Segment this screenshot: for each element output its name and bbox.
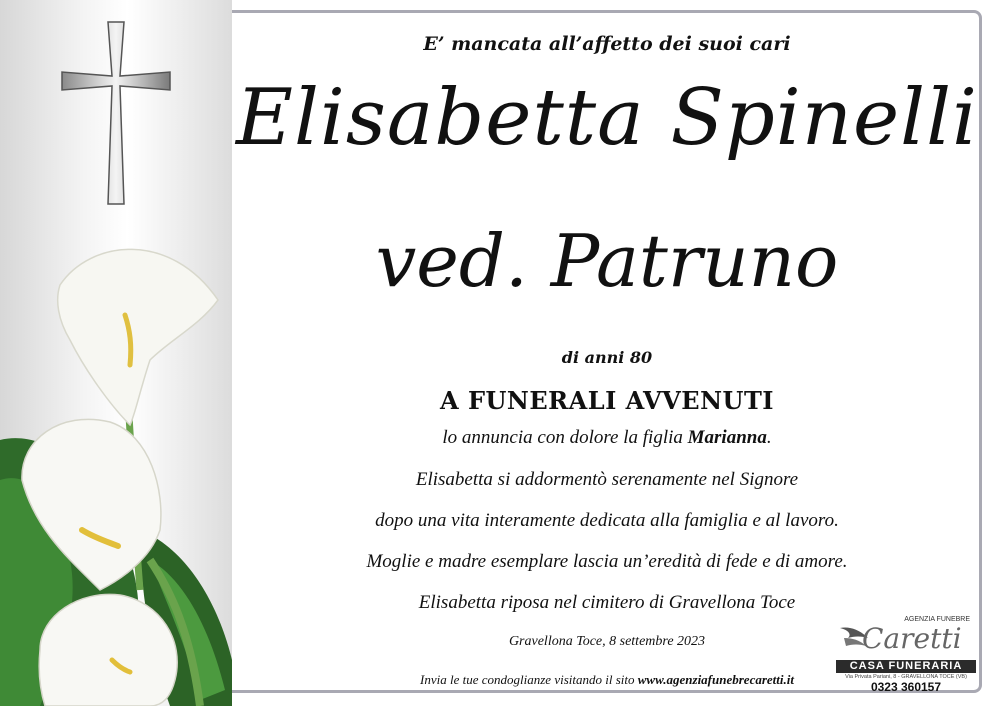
agency-phone: 0323 360157 bbox=[870, 680, 942, 694]
deceased-age: di anni 80 bbox=[561, 348, 653, 367]
notice-date: Gravellona Toce, 8 settembre 2023 bbox=[508, 634, 706, 649]
notice-line-4: Moglie e madre esemplare lascia un’eredità di fede e di amore. bbox=[366, 551, 848, 572]
agency-brand: Caretti bbox=[862, 622, 962, 655]
agency-website-link[interactable]: www.agenziafunebrecaretti.it bbox=[637, 672, 794, 687]
agency-address: Via Privata Pariani, 8 - GRAVELLONA TOCE (VB) bbox=[845, 674, 967, 680]
announcement-suffix: . bbox=[766, 427, 772, 448]
cross-icon bbox=[58, 20, 174, 206]
notice-line-3: dopo una vita interamente dedicata alla famiglia e al lavoro. bbox=[375, 510, 839, 531]
footer-text: Invia le tue condoglianze visitando il sito bbox=[420, 672, 638, 687]
agency-bar: CASA FUNERARIA bbox=[836, 660, 976, 673]
notice-line-2: Elisabetta si addormentò serenamente nel Signore bbox=[415, 469, 799, 490]
agency-label: AGENZIA FUNEBRE bbox=[904, 616, 970, 623]
announcement-line bbox=[232, 427, 982, 449]
deceased-married-name: ved. Patruno bbox=[375, 219, 839, 303]
announcement-prefix: lo annuncia con dolore la figlia bbox=[442, 427, 688, 448]
deceased-name: Elisabetta Spinelli bbox=[236, 73, 978, 163]
agency-logo bbox=[836, 616, 976, 694]
notice-line-5: Elisabetta riposa nel cimitero di Gravellona Toce bbox=[418, 592, 796, 613]
decorative-side-panel bbox=[0, 0, 232, 706]
notice-intro: E’ mancata all’affetto dei suoi cari bbox=[423, 33, 791, 55]
funerals-status: A FUNERALI AVVENUTI bbox=[439, 386, 775, 415]
announcer-name: Marianna bbox=[687, 427, 767, 448]
calla-lily-decoration bbox=[0, 230, 232, 706]
